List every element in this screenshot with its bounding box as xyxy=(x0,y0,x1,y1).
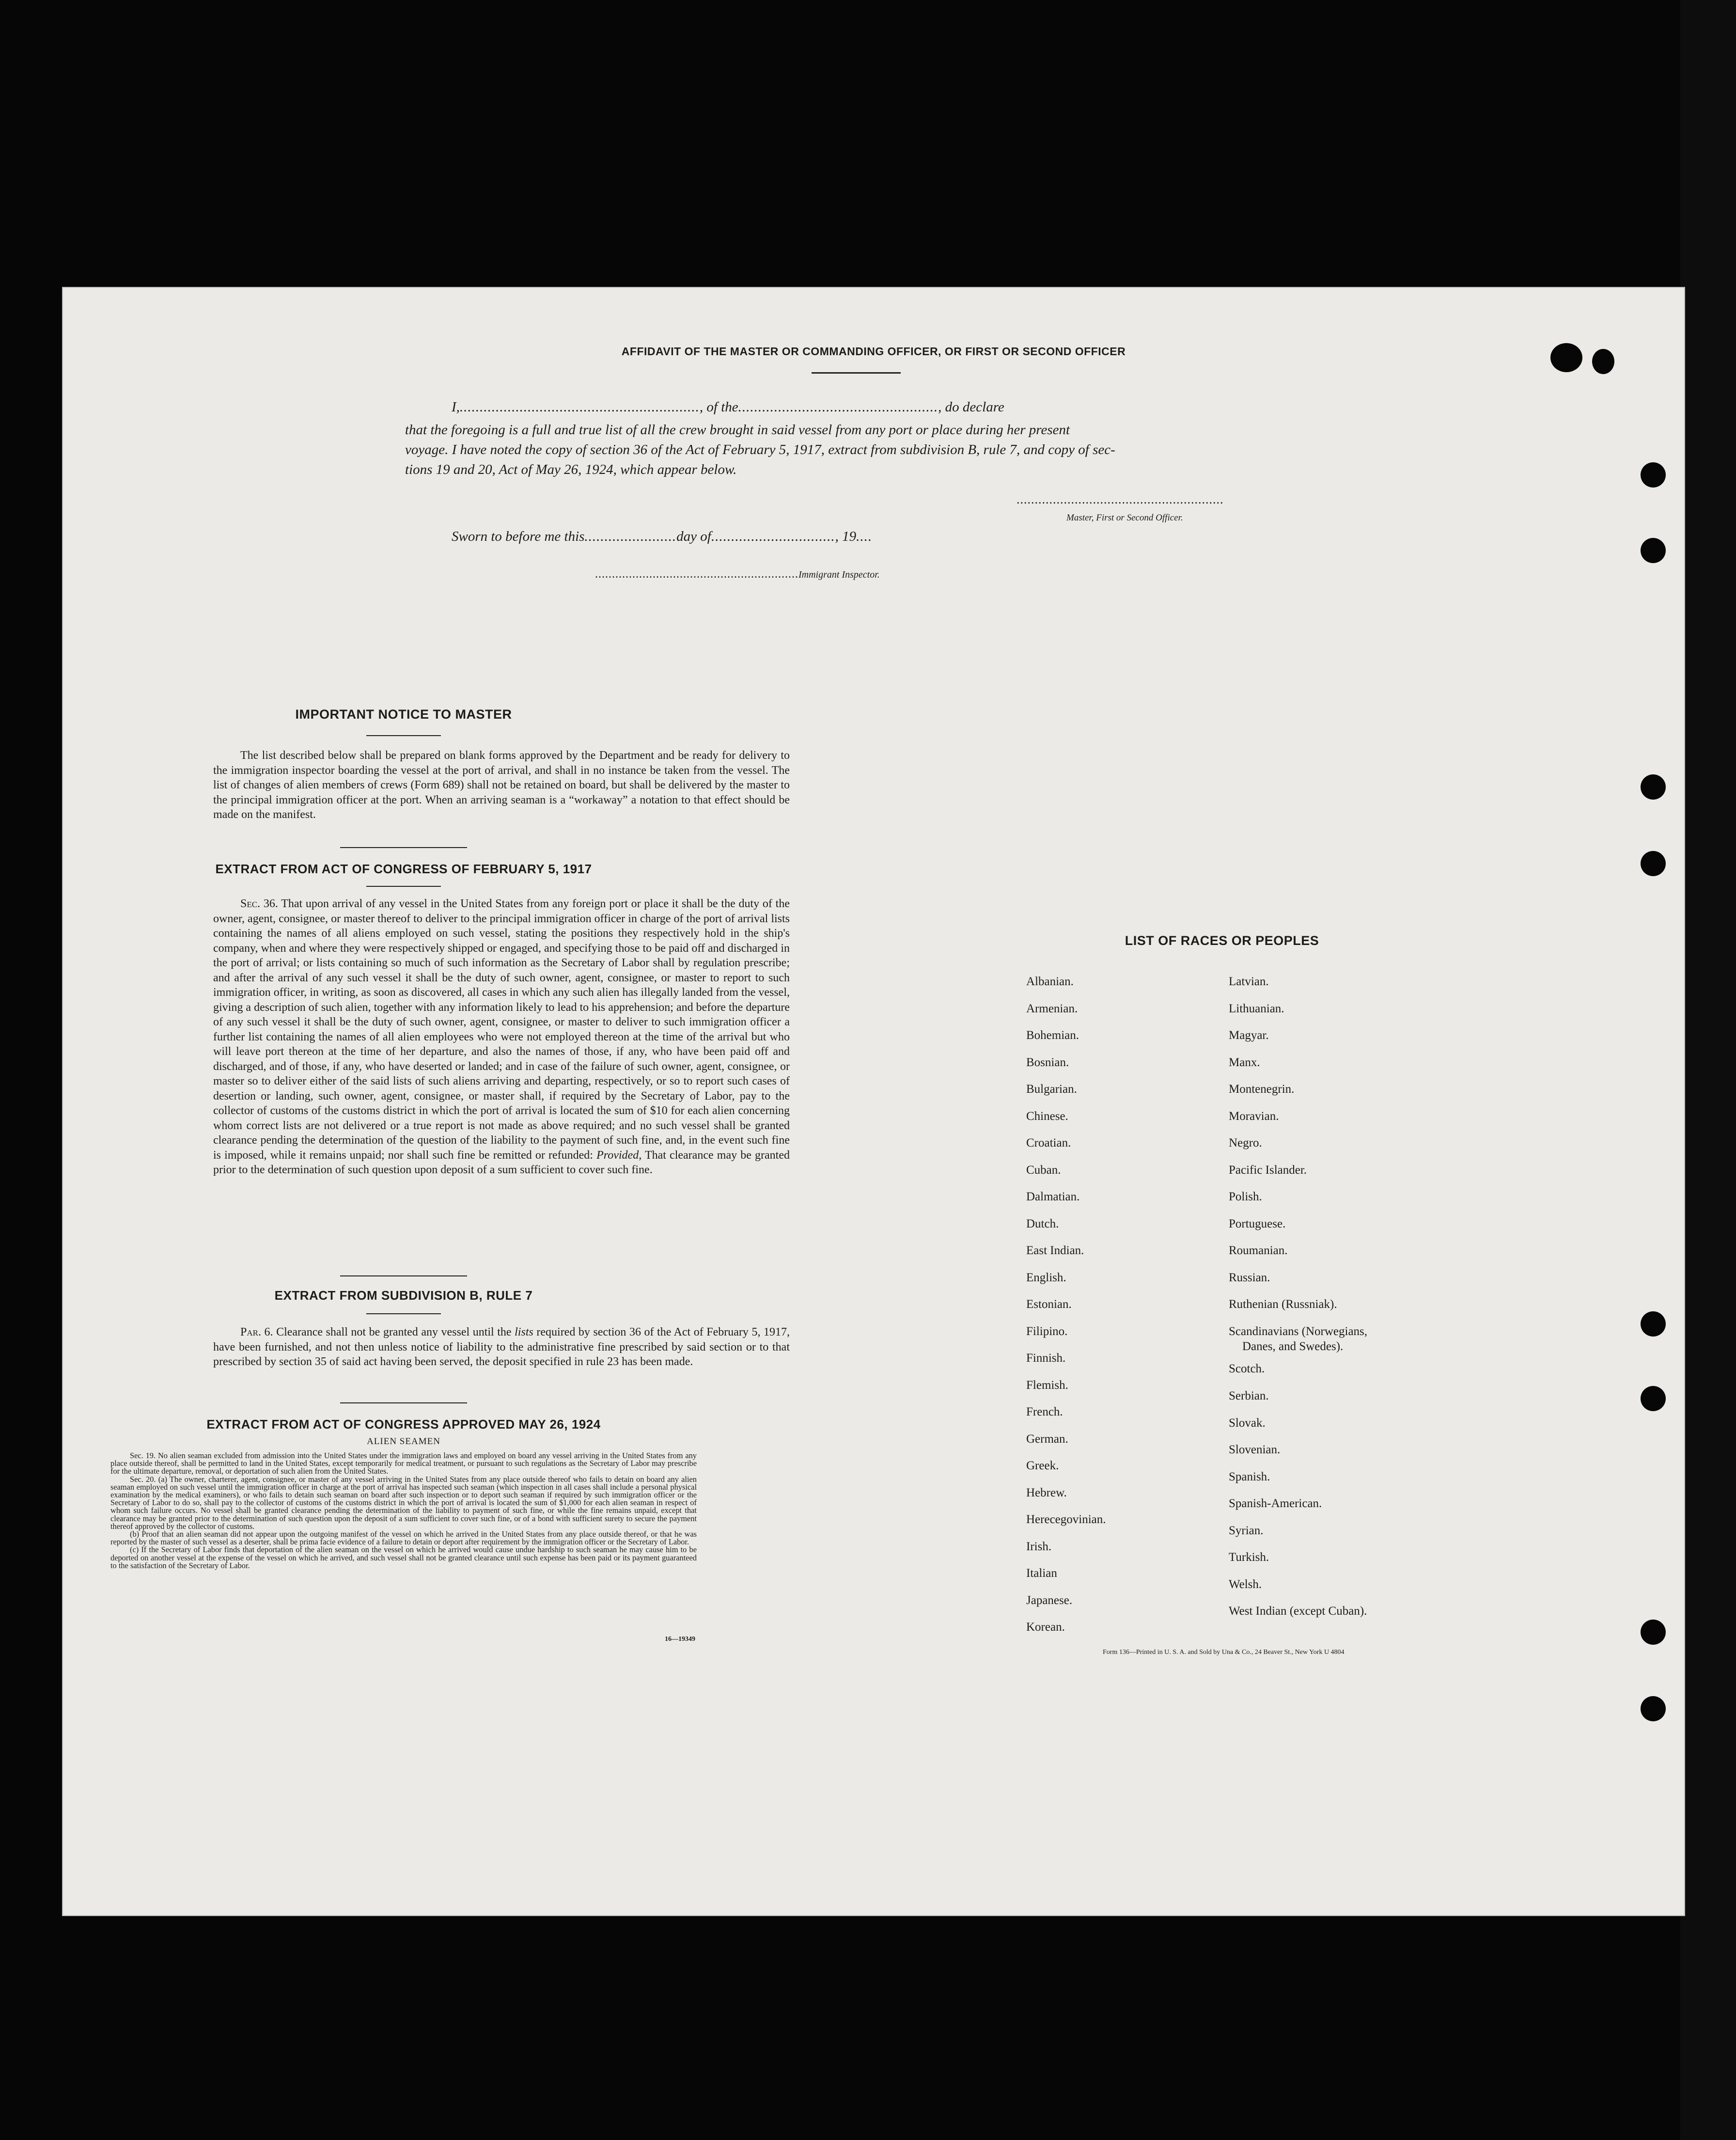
races-title: LIST OF RACES OR PEOPLES xyxy=(1125,933,1319,948)
affidavit-i: I, xyxy=(452,399,460,415)
paragraph-text-a: Clearance shall not be granted any vessel until the xyxy=(276,1326,512,1338)
name-blank: ............................................................ xyxy=(459,399,700,415)
section-text: That upon arrival of any vessel in the United States from any foreign port or place it shall be the duty of the owner, agent, consignee, or master thereof to deliver to the principal immigration officer in charge of the port of arrival lists containing the names of all aliens employed on such vessel, stating the positions they respectively hold in the ship's company, when and where they were respectively shipped or engaged, and specifying those to be paid off and discharged in the port of arrival; or lists containing so much of such information as the Secretary of Labor shall by regulation prescribe; and after the arrival of any such vessel it shall be the duty of such owner, agent, consignee, or master to report to such immigration officer, in writing, as soon as discovered, all cases in which any such alien has illegally landed from the vessel, giving a description of such alien, together with any information likely to lead to his apprehension; and before the departure of any such vessel it shall be the duty of such owner, agent, consignee, or master to deliver to such immigration officer a further list containing the names of all alien employees who were not employed thereon at the time of the arrival but who will leave port thereon at the time of her departure, and also the names of those, if any, who have been paid off and discharged, and of those, if any, who have deserted or landed; and in case of the failure of such owner, agent, consignee, or master so to deliver either of the said lists of such aliens arriving and departing, respectively, or so to report such cases of desertion or landing, such owner, agent, consignee, or master shall, if required by the Secretary of Labor, pay to the collector of customs of the customs district in which the port of arrival is located the sum of $10 for each alien concerning whom correct lists are not delivered or a true report is not made as above required; and no such vessel shall be granted clearance pending the determination of the question of the liability to the payment of such fine, and, in the event such fine is imposed, while it remains unpaid; nor shall such fine be remitted or refunded: xyxy=(213,897,790,1162)
divider xyxy=(366,886,441,887)
form-footer: Form 136—Printed in U. S. A. and Sold by Una & Co., 24 Beaver St., New York U 4804 xyxy=(1103,1649,1345,1656)
master-signature-label: Master, First or Second Officer. xyxy=(1066,513,1183,523)
punch-hole xyxy=(1641,1696,1666,1721)
day-of-label: day of xyxy=(676,529,711,544)
affidavit-line-2: that the foregoing is a full and true list of all the crew brought in said vessel from any port or place during her present xyxy=(405,422,1070,438)
sworn-line xyxy=(452,529,872,545)
race-item: Magyar. xyxy=(1229,1029,1269,1042)
race-item: Syrian. xyxy=(1229,1524,1264,1537)
race-item: Scandinavians (Norwegians, xyxy=(1229,1324,1368,1338)
paragraph-label: Par. 6. xyxy=(240,1326,273,1338)
sec-20c: (c) If the Secretary of Labor finds that deportation of the alien seaman on the vessel on which he arrived would cause undue hardship to such seaman he may cause him to be deported on another vessel at the expense of the vessel on which he arrived, and such vessel shall not be granted clearance until such expense has been paid or its payment guaranteed to the satisfaction of the Secretary of Labor. xyxy=(110,1545,697,1570)
race-item: Herecegovinian. xyxy=(1026,1513,1106,1526)
section-label: Sec. 36. xyxy=(240,897,278,910)
sec-19: Sec. 19. No alien seaman excluded from admission into the United States under the immigration laws and employed on board any vessel arriving in the United States from any place outside thereof, shall be permitted to land in the United States, except temporarily for medical treatment, or pursuant to such regulations as the Secretary of Labor may prescribe for the ultimate departure, removal, or deportation of such alien from the United States. xyxy=(110,1451,697,1476)
punch-hole xyxy=(1641,1311,1666,1337)
proviso-text: That clearance may be granted prior to the determination of such question upon deposit of a sum sufficient to cover such fine. xyxy=(213,1149,790,1176)
affidavit-line-3: voyage. I have noted the copy of section 36 of the Act of February 5, 1917, extract from subdivision B, rule 7, and copy of sec- xyxy=(405,442,1115,457)
race-item: Ruthenian (Russniak). xyxy=(1229,1298,1337,1311)
notice-title: IMPORTANT NOTICE TO MASTER xyxy=(295,707,512,722)
affidavit-line-4: tions 19 and 20, Act of May 26, 1924, which appear below. xyxy=(405,462,737,477)
race-item: Roumanian. xyxy=(1229,1244,1288,1257)
race-item: Polish. xyxy=(1229,1190,1262,1203)
race-item: Serbian. xyxy=(1229,1389,1269,1402)
race-item: Manx. xyxy=(1229,1055,1260,1069)
extract-rule7-title: EXTRACT FROM SUBDIVISION B, RULE 7 xyxy=(274,1288,533,1303)
inspector-blank: ............................................................ xyxy=(595,568,798,581)
race-item: Dutch. xyxy=(1026,1217,1059,1230)
race-item: Croatian. xyxy=(1026,1136,1071,1149)
affidavit-of-the: , of the xyxy=(699,399,738,415)
extract-1917-title: EXTRACT FROM ACT OF CONGRESS OF FEBRUARY 5, 1917 xyxy=(215,862,592,876)
race-item: Portuguese. xyxy=(1229,1217,1286,1230)
race-item: English. xyxy=(1026,1271,1066,1284)
race-item: Latvian. xyxy=(1229,975,1269,988)
affidavit-line-1 xyxy=(452,399,1004,415)
divider xyxy=(340,1402,467,1403)
race-item: Slovenian. xyxy=(1229,1443,1281,1456)
race-item: German. xyxy=(1026,1432,1068,1446)
master-signature-line: ......................................................... xyxy=(1017,492,1224,506)
punch-hole xyxy=(1641,774,1666,800)
affidavit-declare: , do declare xyxy=(938,399,1004,415)
race-item: Flemish. xyxy=(1026,1378,1068,1392)
film-edge xyxy=(1680,0,1736,2140)
race-item: West Indian (except Cuban). xyxy=(1229,1605,1367,1618)
race-item: Spanish. xyxy=(1229,1470,1270,1483)
extract-1924-subtitle: ALIEN SEAMEN xyxy=(367,1436,440,1447)
sec-20b: (b) Proof that an alien seaman did not appear upon the outgoing manifest of the vessel on which he arrived in the United States from any place outside thereof, or that he was reported by the master of such vessel as a deserter, shall be prima facie evidence of a failure to detain or deport after requirement by the immigration officer or the Secretary of Labor. xyxy=(110,1529,697,1547)
print-code: 16—19349 xyxy=(665,1636,695,1643)
race-item: Japanese. xyxy=(1026,1593,1073,1607)
race-item: Korean. xyxy=(1026,1621,1065,1634)
paragraph-text-b: required by section 36 of the Act of February 5, 1917, have been furnished, and not then unless notice of liability to the administrative fine prescribed by said section or to that prescribed by section 35 of said act having been served, the deposit specified in rule 23 has been made. xyxy=(213,1326,790,1368)
race-item: Estonian. xyxy=(1026,1298,1072,1311)
race-item: Moravian. xyxy=(1229,1109,1279,1123)
inspector-line xyxy=(595,568,880,581)
divider xyxy=(366,735,441,736)
divider xyxy=(812,372,901,374)
race-item: Italian xyxy=(1026,1567,1057,1580)
race-item: Pacific Islander. xyxy=(1229,1163,1307,1177)
extract-rule7-body xyxy=(213,1325,790,1369)
race-item: Armenian. xyxy=(1026,1002,1078,1015)
race-item: Cuban. xyxy=(1026,1163,1061,1177)
punch-hole xyxy=(1641,851,1666,876)
race-item: Albanian. xyxy=(1026,975,1074,988)
affidavit-title: AFFIDAVIT OF THE MASTER OR COMMANDING OFFICER, OR FIRST OR SECOND OFFICER xyxy=(621,345,1126,358)
inspector-label: Immigrant Inspector. xyxy=(798,569,880,580)
date-blank: ....................... xyxy=(584,529,677,544)
sworn-label: Sworn to before me this xyxy=(452,529,585,544)
race-item: Lithuanian. xyxy=(1229,1002,1284,1015)
race-item: Finnish. xyxy=(1026,1352,1066,1365)
sec-20a: Sec. 20. (a) The owner, charterer, agent, consignee, or master of any vessel arriving in the United States from any place outside thereof who fails to detain on board any alien seaman employed on such vessel until the immigration officer in charge at the port of arrival has inspected such seaman (which inspection in all cases shall include a personal physical examination by the medical examiners), or who fails to detain such seaman on board after such inspection or to deport such seaman if required by such immigration officer or the Secretary of Labor to do so, shall pay to the collector of customs of the customs district in which the port of arrival is located the sum of $1,000 for each alien seaman in respect of whom such failure occurs. No vessel shall be granted clearance pending the determination of the liability to payment of such fine, or while the fine remains unpaid, except that clearance may be granted prior to the determination of such question upon the deposit of a sum sufficient to cover such fine, or of a bond with sufficient surety to secure the payment thereof approved by the collector of customs. xyxy=(110,1474,697,1531)
year-blank: .... xyxy=(856,529,873,544)
vessel-blank: .................................................. xyxy=(738,399,938,415)
extract-1924-body xyxy=(110,1452,697,1570)
extract-1924-title: EXTRACT FROM ACT OF CONGRESS APPROVED MAY 26, 1924 xyxy=(206,1417,601,1432)
divider xyxy=(340,1275,467,1276)
race-item: Bohemian. xyxy=(1026,1029,1079,1042)
race-item: East Indian. xyxy=(1026,1244,1084,1257)
race-item: Slovak. xyxy=(1229,1416,1266,1430)
notice-body: The list described below shall be prepared on blank forms approved by the Department and be ready for delivery to the immigration inspector boarding the vessel at the port of arrival, and shall in no instance be taken from the vessel. The list of changes of alien members of crews (Form 689) shall not be retained on board, but shall be delivered by the master to the principal immigration officer at the port. When an arriving seaman is a “workaway” a notation to that effect should be made on the manifest. xyxy=(213,749,790,821)
race-item: Welsh. xyxy=(1229,1577,1262,1591)
race-item: French. xyxy=(1026,1405,1063,1418)
month-blank: ............................... xyxy=(711,529,835,544)
race-item: Dalmatian. xyxy=(1026,1190,1080,1203)
race-item: Montenegrin. xyxy=(1229,1083,1295,1096)
punch-hole xyxy=(1641,1620,1666,1645)
race-item: Greek. xyxy=(1026,1459,1059,1472)
race-item: Russian. xyxy=(1229,1271,1270,1284)
divider xyxy=(340,847,467,848)
race-item: Irish. xyxy=(1026,1540,1052,1553)
punch-hole xyxy=(1641,1386,1666,1411)
proviso-word: Provided, xyxy=(596,1149,642,1162)
race-item: Chinese. xyxy=(1026,1109,1068,1123)
race-item: Bosnian. xyxy=(1026,1055,1069,1069)
divider xyxy=(366,1313,441,1314)
race-item: Turkish. xyxy=(1229,1551,1269,1564)
race-item: Scotch. xyxy=(1229,1362,1265,1375)
race-item: Negro. xyxy=(1229,1136,1262,1149)
document-page xyxy=(62,287,1685,1916)
punch-hole xyxy=(1641,462,1666,488)
year-label: , 19 xyxy=(835,529,857,544)
race-item: Filipino. xyxy=(1026,1324,1068,1338)
race-item: Hebrew. xyxy=(1026,1486,1067,1499)
extract-1917-body xyxy=(213,897,790,1178)
race-item: Bulgarian. xyxy=(1026,1083,1077,1096)
lists-word: lists xyxy=(515,1326,533,1338)
punch-hole xyxy=(1641,538,1666,563)
race-item: Spanish-American. xyxy=(1229,1497,1322,1510)
race-item: Danes, and Swedes). xyxy=(1242,1340,1344,1353)
